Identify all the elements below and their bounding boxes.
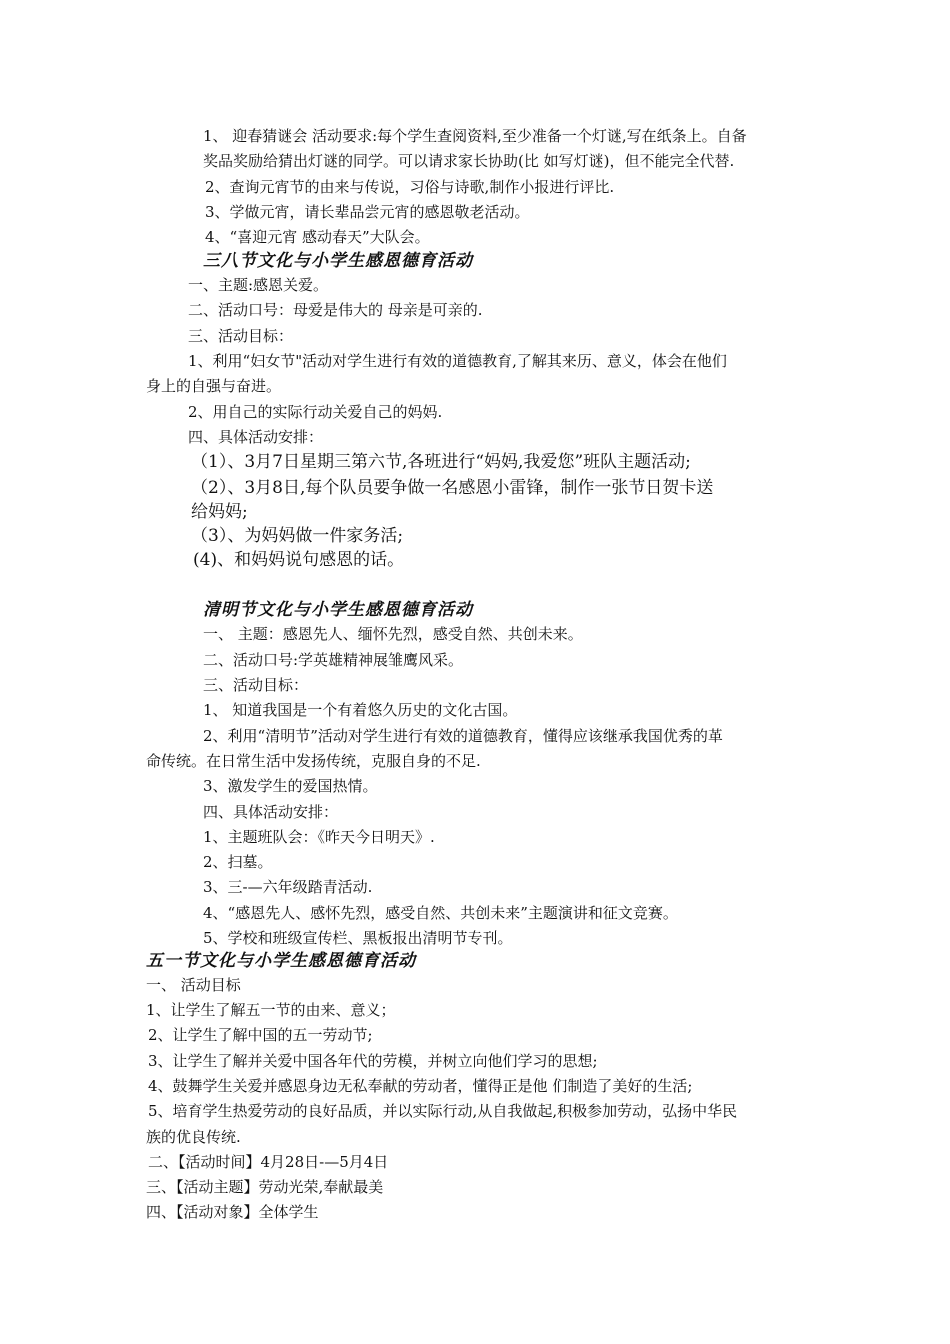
womens-day-arrange-4: (4)、和妈妈说句感恩的话。 <box>193 550 405 570</box>
qingming-goal-2: 2、利用“清明节”活动对学生进行有效的道德教育，懂得应该继承我国优秀的革 <box>203 727 723 745</box>
womens-day-arrange-2-cont: 给妈妈; <box>191 502 248 522</box>
mayday-goal-1: 1、让学生了解五一节的由来、意义； <box>146 1001 396 1019</box>
womens-day-arrange-1: （1）、3月7日星期三第六节,各班进行“妈妈,我爱您”班队主题活动; <box>191 452 691 472</box>
womens-day-arrange-label: 四、具体活动安排： <box>188 428 324 446</box>
lantern-item-4: 4、“喜迎元宵 感动春天”大队会。 <box>205 228 430 246</box>
mayday-goal-5-cont: 族的优良传统. <box>146 1128 241 1146</box>
womens-day-goal-2: 2、用自己的实际行动关爱自己的妈妈. <box>188 403 443 421</box>
lantern-item-2: 2、查询元宵节的由来与传说，习俗与诗歌,制作小报进行评比. <box>205 178 615 196</box>
qingming-arrange-label: 四、具体活动安排： <box>203 803 339 821</box>
womens-day-goal-1-cont: 身上的自强与奋进。 <box>146 377 282 395</box>
womens-day-goal-1: 1、利用“妇女节"活动对学生进行有效的道德教育,了解其来历、意义，体会在他们 <box>188 352 727 370</box>
qingming-goal-2-cont: 命传统。在日常生活中发扬传统，克服自身的不足. <box>146 752 481 770</box>
qingming-arrange-5: 5、学校和班级宣传栏、黑板报出清明节专刊。 <box>203 929 513 947</box>
womens-day-slogan: 二、活动口号：母爱是伟大的 母亲是可亲的. <box>188 301 483 319</box>
qingming-arrange-4: 4、“感恩先人、感怀先烈，感受自然、共创未来”主题演讲和征文竞赛。 <box>203 904 678 922</box>
qingming-slogan: 二、活动口号:学英雄精神展雏鹰风采。 <box>203 651 464 669</box>
womens-day-goals-label: 三、活动目标： <box>188 327 294 345</box>
qingming-theme: 一、 主题：感恩先人、缅怀先烈，感受自然、共创未来。 <box>203 625 583 643</box>
qingming-arrange-1: 1、主题班队会：《昨天今日明天》. <box>203 828 435 846</box>
mayday-goal-5: 5、培育学生热爱劳动的良好品质，并以实际行动,从自我做起,积极参加劳动，弘扬中华民 <box>148 1102 738 1120</box>
lantern-item-3: 3、学做元宵，请长辈品尝元宵的感恩敬老活动。 <box>205 203 530 221</box>
mayday-audience: 四、【活动对象】全体学生 <box>146 1203 319 1221</box>
mayday-goals-label: 一、 活动目标 <box>146 976 241 994</box>
mayday-time: 二、【活动时间】4月28日-—5月4日 <box>148 1153 389 1171</box>
womens-day-theme: 一、主题:感恩关爱。 <box>188 276 329 294</box>
qingming-goal-3: 3、激发学生的爱国热情。 <box>203 777 378 795</box>
qingming-arrange-3: 3、三-—六年级踏青活动. <box>203 878 373 896</box>
lantern-item-1: 1、 迎春猜谜会 活动要求:每个学生查阅资料,至少准备一个灯谜,写在纸条上。自备 <box>203 127 747 145</box>
mayday-goal-4: 4、鼓舞学生关爱并感恩身边无私奉献的劳动者，懂得正是他 们制造了美好的生活; <box>148 1077 693 1095</box>
qingming-goals-label: 三、活动目标： <box>203 676 309 694</box>
womens-day-arrange-2: （2）、3月8日,每个队员要争做一名感恩小雷锋，制作一张节日贺卡送 <box>191 478 714 498</box>
qingming-heading: 清明节文化与小学生感恩德育活动 <box>203 600 473 620</box>
mayday-goal-3: 3、让学生了解并关爱中国各年代的劳模，并树立向他们学习的思想; <box>148 1052 598 1070</box>
womens-day-arrange-3: （3）、为妈妈做一件家务活; <box>191 526 404 546</box>
qingming-arrange-2: 2、扫墓。 <box>203 853 273 871</box>
mayday-heading: 五一节文化与小学生感恩德育活动 <box>146 951 416 971</box>
womens-day-heading: 三八节文化与小学生感恩德育活动 <box>203 251 473 271</box>
lantern-item-1-cont: 奖品奖励给猜出灯谜的同学。可以请求家长协助(比 如写灯谜)，但不能完全代替. <box>203 152 735 170</box>
mayday-theme: 三、【活动主题】劳动光荣,奉献最美 <box>146 1178 384 1196</box>
mayday-goal-2: 2、让学生了解中国的五一劳动节; <box>148 1026 373 1044</box>
qingming-goal-1: 1、 知道我国是一个有着悠久历史的文化古国。 <box>203 701 518 719</box>
